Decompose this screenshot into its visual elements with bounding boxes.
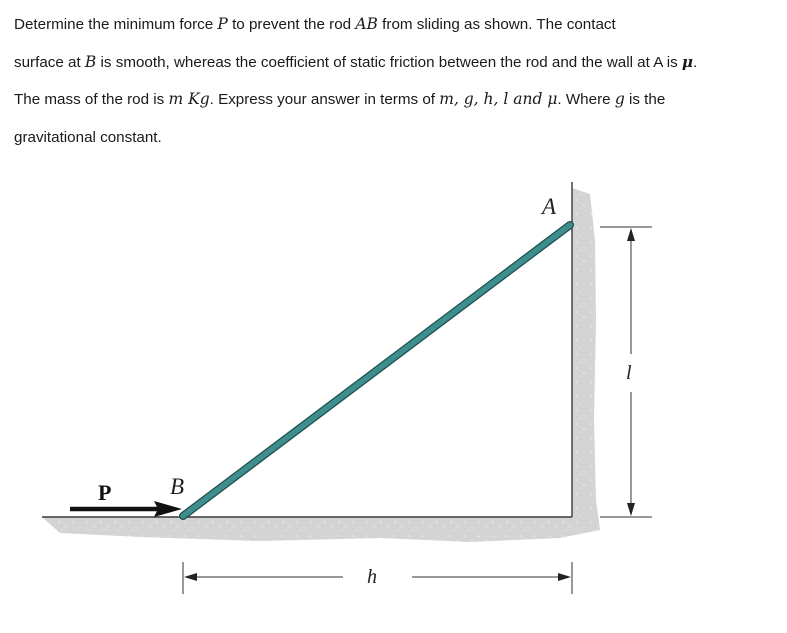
label-l: l bbox=[626, 362, 632, 384]
text-span: to prevent the rod bbox=[227, 16, 356, 33]
text-span: . Express your answer in terms of bbox=[209, 91, 440, 109]
text-span: Determine the minimum force bbox=[14, 16, 218, 33]
force-p-arrow bbox=[70, 501, 182, 517]
text-span: is the bbox=[624, 91, 666, 109]
text-span: surface at bbox=[14, 53, 85, 71]
dimension-h bbox=[183, 562, 572, 594]
problem-line-4: gravitational constant. bbox=[14, 128, 162, 146]
ground-shade bbox=[42, 188, 600, 542]
text-span: . bbox=[693, 53, 698, 71]
label-p: P bbox=[98, 480, 112, 505]
variables-list: m, g, h, l and μ bbox=[439, 90, 558, 109]
label-a: A bbox=[542, 194, 557, 219]
rod-ab bbox=[183, 225, 570, 516]
label-b: B bbox=[170, 474, 185, 499]
label-h: h bbox=[367, 566, 377, 588]
ground-speckle bbox=[42, 188, 600, 542]
text-span: The mass of the rod is bbox=[14, 91, 169, 109]
force-symbol-p: P bbox=[217, 15, 228, 33]
rod-body bbox=[183, 225, 570, 516]
mu-symbol: μ bbox=[681, 52, 694, 71]
ground-and-wall bbox=[42, 182, 600, 542]
g-symbol: g bbox=[614, 90, 625, 109]
text-span: from sliding as shown. The contact bbox=[377, 16, 616, 33]
text-span: is smooth, whereas the coefficient of static friction between the rod and the wall at A is bbox=[96, 53, 682, 71]
mass-symbol: m Kg bbox=[168, 90, 210, 109]
text-span: . Where bbox=[557, 91, 615, 109]
point-symbol-b: B bbox=[84, 52, 97, 71]
rod-symbol-ab: AB bbox=[355, 15, 378, 33]
